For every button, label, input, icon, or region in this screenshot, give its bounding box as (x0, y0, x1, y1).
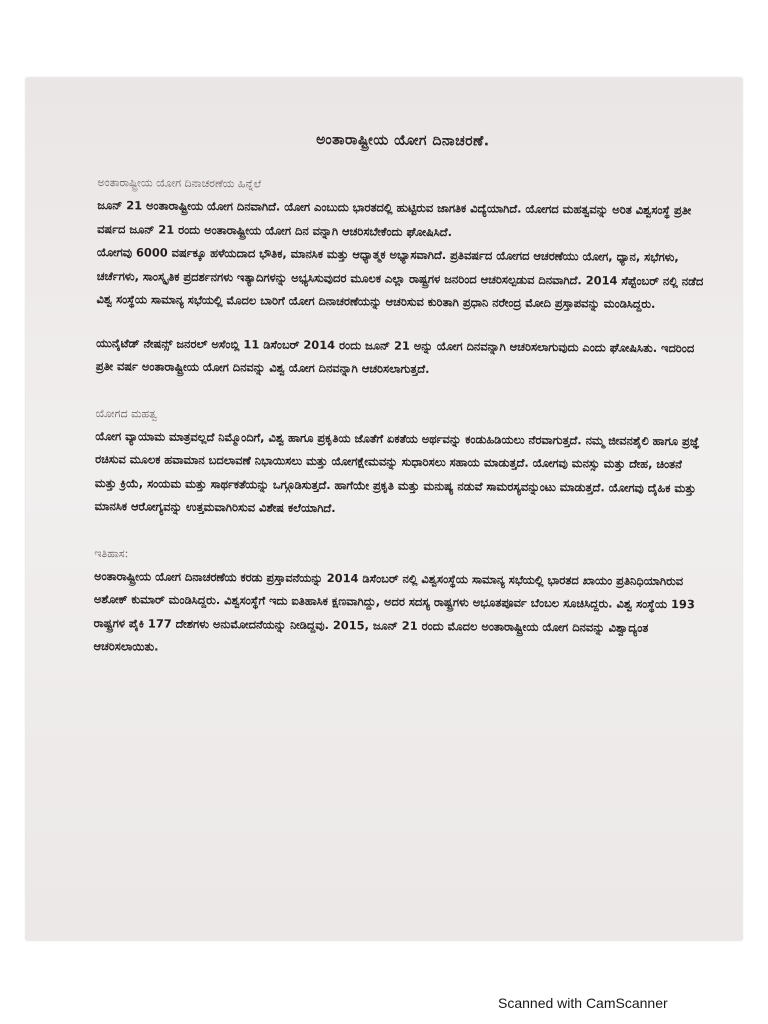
paragraph-background-2: ಯೋಗವು 6000 ವರ್ಷಕ್ಕೂ ಹಳೆಯದಾದ ಭೌತಿಕ, ಮಾನಸಿಕ ಮತ್ತು ಆಧ್ಯಾತ್ಮಕ ಅಭ್ಯಾಸವಾಗಿದೆ. ಪ್ರತಿವರ್ಷದ ಯೋಗದ ಆಚರಣೆಯು ಯೋಗ, ಧ್ಯಾನ, ಸಭೆಗಳು, ಚರ್ಚೆಗಳು, ಸಾಂಸ್ಕೃತಿಕ ಪ್ರದರ್ಶನಗಳು ಇತ್ಯಾದಿಗಳನ್ನು ಅಭ್ಯಸಿಸುವುದರ ಮೂಲಕ ಎಲ್ಲಾ ರಾಷ್ಟ್ರಗಳ ಜನರಿಂದ ಆಚರಿಸಲ್ಪಡುವ ದಿನವಾಗಿದೆ. 2014 ಸೆಪ್ಟೆಂಬರ್ ನಲ್ಲಿ ನಡೆದ ವಿಶ್ವ ಸಂಸ್ಥೆಯ ಸಾಮಾನ್ಯ ಸಭೆಯಲ್ಲಿ ಮೊದಲ ಬಾರಿಗೆ ಯೋಗ ದಿನಾಚರಣೆಯನ್ನು ಆಚರಿಸುವ ಕುರಿತಾಗಿ ಪ್ರಧಾನಿ ನರೇಂದ್ರ ಮೋದಿ ಪ್ರಸ್ತಾಪವನ್ನು ಮಂಡಿಸಿದ್ದರು. (96, 244, 704, 311)
paragraph-importance: ಯೋಗ ವ್ಯಾಯಾಮ ಮಾತ್ರವಲ್ಲದೆ ನಿಮ್ಮೊಂದಿಗೆ, ವಿಶ್ವ ಹಾಗೂ ಪ್ರಕೃತಿಯ ಜೊತೆಗೆ ಏಕತೆಯ ಅರ್ಥವನ್ನು ಕಂಡುಹಿಡಿಯಲು ನೆರವಾಗುತ್ತದೆ. ನಮ್ಮ ಜೀವನಶೈಲಿ ಹಾಗೂ ಪ್ರಜ್ಞೆ ರಚಿಸುವ ಮೂಲಕ ಹವಾಮಾನ ಬದಲಾವಣೆ ನಿಭಾಯಿಸಲು ಮತ್ತು ಯೋಗಕ್ಷೇಮವನ್ನು ಸುಧಾರಿಸಲು ಸಹಾಯ ಮಾಡುತ್ತದೆ. ಯೋಗವು ಮನಸ್ಸು ಮತ್ತು ದೇಹ, ಚಿಂತನೆ ಮತ್ತು ಕ್ರಿಯೆ, ಸಂಯಮ ಮತ್ತು ಸಾರ್ಥಕತೆಯನ್ನು ಒಗ್ಗೂಡಿಸುತ್ತದೆ. ಹಾಗೆಯೇ ಪ್ರಕೃತಿ ಮತ್ತು ಮನುಷ್ಯ ನಡುವೆ ಸಾಮರಸ್ಯವನ್ನುಂಟು ಮಾಡುತ್ತದೆ. ಯೋಗವು ದೈಹಿಕ ಮತ್ತು ಮಾನಸಿಕ ಆರೋಗ್ಯವನ್ನು ಉತ್ತಮವಾಗಿರಿಸುವ ವಿಶೇಷ ಕಲೆಯಾಗಿದೆ. (94, 428, 700, 516)
section-heading-history: ಇತಿಹಾಸ: (94, 546, 129, 560)
paragraph-history: ಅಂತಾರಾಷ್ಟ್ರೀಯ ಯೋಗ ದಿನಾಚರಣೆಯ ಕರಡು ಪ್ರಸ್ತಾವನೆಯನ್ನು 2014 ಡಿಸೆಂಬರ್ ನಲ್ಲಿ ವಿಶ್ವಸಂಸ್ಥೆಯ ಸಾಮಾನ್ಯ ಸಭೆಯಲ್ಲಿ ಭಾರತದ ಖಾಯಂ ಪ್ರತಿನಿಧಿಯಾಗಿರುವ ಅಶೋಕ್ ಕುಮಾರ್ ಮಂಡಿಸಿದ್ದರು. ವಿಶ್ವಸಂಸ್ಥೆಗೆ ಇದು ಐತಿಹಾಸಿಕ ಕ್ಷಣವಾಗಿದ್ದು, ಅದರ ಸದಸ್ಯ ರಾಷ್ಟ್ರಗಳು ಅಭೂತಪೂರ್ವ ಬೆಂಬಲ ಸೂಚಿಸಿದ್ದರು. ವಿಶ್ವ ಸಂಸ್ಥೆಯ 193 ರಾಷ್ಟ್ರಗಳ ಪೈಕಿ 177 ದೇಶಗಳು ಅನುಮೋದನೆಯನ್ನು ನೀಡಿದ್ದವು. 2015, ಜೂನ್ 21 ರಂದು ಮೊದಲ ಅಂತಾರಾಷ್ಟ್ರೀಯ ಯೋಗ ದಿನವನ್ನು ವಿಶ್ವಾದ್ಯಂತ ಆಚರಿಸಲಾಯಿತು. (93, 568, 695, 654)
camscanner-watermark: Scanned with CamScanner (498, 995, 668, 1011)
document-title: ಅಂತಾರಾಷ್ಟ್ರೀಯ ಯೋಗ ದಿನಾಚರಣೆ. (316, 131, 490, 150)
document-content (93, 130, 708, 664)
section-heading-importance: ಯೋಗದ ಮಹತ್ವ (95, 406, 158, 421)
scanned-page (26, 78, 742, 940)
section-heading-background: ಅಂತಾರಾಷ್ಟ್ರೀಯ ಯೋಗ ದಿನಾಚರಣೆಯ ಹಿನ್ನೆಲೆ (97, 175, 262, 191)
paragraph-background-3: ಯುನೈಟೆಡ್ ನೇಷನ್ಸ್ ಜನರಲ್ ಅಸೆಂಬ್ಲಿ 11 ಡಿಸೆಂಬರ್ 2014 ರಂದು ಜೂನ್ 21 ಅನ್ನು ಯೋಗ ದಿನವನ್ನಾಗಿ ಆಚರಿಸಲಾಗುವುದು ಎಂದು ಘೋಷಿಸಿತು. ಇದರಿಂದ ಪ್ರತೀ ವರ್ಷ ಅಂತಾರಾಷ್ಟ್ರೀಯ ಯೋಗ ದಿನವನ್ನು ವಿಶ್ವ ಯೋಗ ದಿನವನ್ನಾಗಿ ಆಚರಿಸಲಾಗುತ್ತದೆ. (95, 335, 695, 376)
paragraph-background-1: ಜೂನ್ 21 ಅಂತಾರಾಷ್ಟ್ರೀಯ ಯೋಗ ದಿನವಾಗಿದೆ. ಯೋಗ ಎಂಬುದು ಭಾರತದಲ್ಲಿ ಹುಟ್ಟಿರುವ ಜಾಗತಿಕ ವಿದ್ಯೆಯಾಗಿದೆ. ಯೋಗದ ಮಹತ್ವವನ್ನು ಅರಿತ ವಿಶ್ವಸಂಸ್ಥೆ ಪ್ರತೀ ವರ್ಷದ ಜೂನ್ 21 ರಂದು ಅಂತಾರಾಷ್ಟ್ರೀಯ ಯೋಗ ದಿನ ವನ್ನಾಗಿ ಆಚರಿಸಬೇಕೆಂದು ಘೋಷಿಸಿದೆ. (97, 197, 692, 239)
